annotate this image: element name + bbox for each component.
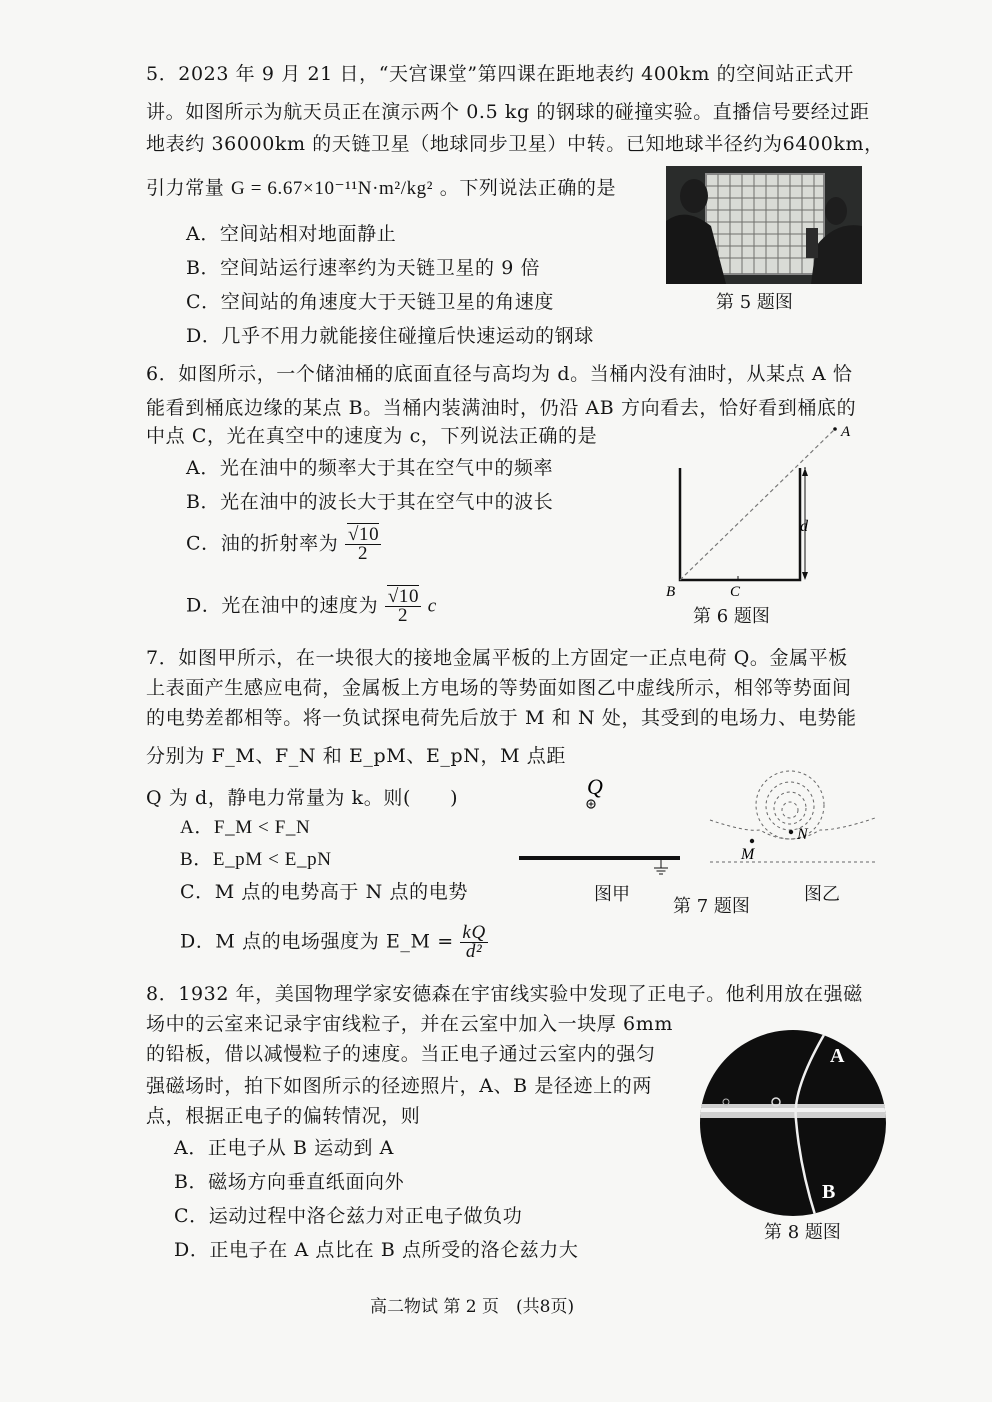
q6-option-c-label: C．油的折射率为 — [186, 532, 339, 555]
q5-g-value: G = 6.67×10⁻¹¹N·m²/kg² — [231, 178, 434, 199]
q6-option-c — [186, 526, 381, 563]
q6-oil-barrel-diagram — [660, 420, 860, 604]
q5-astronaut-photo — [666, 166, 862, 284]
q6-option-d-label: D．光在油中的速度为 — [186, 594, 379, 617]
q7-line-4: 分别为 F_M、F_N 和 E_pM、E_pN，M 点距 — [146, 745, 567, 767]
equipotential-lines — [710, 771, 875, 862]
q7-line-5: Q 为 d，静电力常量为 k。则( ) — [146, 787, 459, 809]
q7-figure-yi — [705, 768, 880, 870]
label-b: B — [822, 1181, 836, 1203]
q6-c-denominator: 2 — [358, 543, 369, 564]
q7-caption-left: 图甲 — [594, 884, 630, 905]
sight-line-ab — [680, 430, 834, 580]
q5-g-suffix: 。下列说法正确的是 — [439, 177, 617, 199]
label-c: C — [730, 584, 741, 600]
q7-d-numerator: kQ — [462, 922, 486, 943]
label-m: M — [741, 846, 755, 863]
q8-caption: 第 8 题图 — [764, 1222, 841, 1243]
q5-g-prefix: 引力常量 — [146, 177, 225, 199]
q8-option-d: D．正电子在 A 点比在 B 点所受的洛仑兹力大 — [174, 1239, 579, 1261]
q7-d-denominator: d² — [465, 941, 483, 962]
q7-figure-jia — [515, 770, 690, 880]
q6-d-denominator: 2 — [397, 605, 409, 626]
q6-c-numerator: √10 — [347, 524, 380, 545]
q6-line-2: 能看到桶底边缘的某点 B。当桶内装满油时，仍沿 AB 方向看去，恰好看到桶底的 — [146, 397, 857, 419]
q8-line-3: 的铅板，借以减慢粒子的速度。当正电子通过云室内的强匀 — [146, 1043, 656, 1065]
label-a: A — [830, 1045, 845, 1067]
q7-option-d-label: D．M 点的电场强度为 E_M = — [180, 930, 454, 953]
q7-option-a: A．F_M < F_N — [180, 817, 311, 838]
q7-caption-right: 图乙 — [804, 884, 840, 905]
point-n-dot — [789, 830, 793, 834]
q7-option-d-fraction — [460, 924, 487, 961]
point-a-dot — [833, 427, 837, 431]
q8-option-a: A．正电子从 B 运动到 A — [174, 1137, 394, 1159]
q5-option-d: D．几乎不用力就能接住碰撞后快速运动的钢球 — [186, 325, 594, 347]
page-footer: 高二物试 第 2 页 (共8页) — [370, 1297, 575, 1317]
q5-caption: 第 5 题图 — [716, 292, 793, 313]
label-b: B — [666, 584, 676, 600]
q6-option-b: B．光在油中的波长大于其在空气中的波长 — [186, 491, 554, 513]
q5-line-4 — [146, 176, 616, 201]
q5-line-3: 地表约 36000km 的天链卫星（地球同步卫星）中转。已知地球半径约为6400km， — [146, 133, 884, 155]
label-q: Q — [587, 774, 603, 799]
q8-line-1: 8．1932 年，美国物理学家安德森在宇宙线实验中发现了正电子。他利用放在强磁 — [146, 983, 863, 1005]
q7-line-2: 上表面产生感应电荷，金属板上方电场的等势面如图乙中虚线所示，相邻等势面间 — [146, 677, 852, 699]
q7-option-d — [180, 924, 488, 961]
q8-cloud-chamber-photo — [698, 1028, 888, 1218]
q6-option-c-fraction — [345, 526, 381, 563]
q7-option-c: C．M 点的电势高于 N 点的电势 — [180, 881, 468, 903]
q6-line-1: 6．如图所示，一个储油桶的底面直径与高均为 d。当桶内没有油时，从某点 A 恰 — [146, 363, 853, 385]
q7-option-b: B．E_pM < E_pN — [180, 849, 332, 870]
q6-option-a: A．光在油中的频率大于其在空气中的频率 — [186, 457, 554, 479]
q7-line-3: 的电势差都相等。将一负试探电荷先后放于 M 和 N 处，其受到的电场力、电势能 — [146, 707, 857, 729]
q5-option-c: C．空间站的角速度大于天链卫星的角速度 — [186, 291, 554, 313]
label-a: A — [841, 424, 851, 440]
q5-option-a: A．空间站相对地面静止 — [186, 223, 397, 245]
point-m-dot — [750, 839, 754, 843]
q5-line-1: 5．2023 年 9 月 21 日，“天宫课堂”第四课在距地表约 400km 的空间站正式开 — [146, 63, 854, 85]
q7-caption-mid: 第 7 题图 — [673, 896, 750, 917]
q8-line-2: 场中的云室来记录宇宙线粒子，并在云室中加入一块厚 6mm — [146, 1013, 673, 1035]
q6-option-d — [186, 588, 437, 625]
q5-line-2: 讲。如图所示为航天员正在演示两个 0.5 kg 的钢球的碰撞实验。直播信号要经过距 — [146, 101, 870, 123]
q8-line-4: 强磁场时，拍下如图所示的径迹照片，A、B 是径迹上的两 — [146, 1075, 652, 1097]
q5-option-b: B．空间站运行速率约为天链卫星的 9 倍 — [186, 257, 541, 279]
q6-d-numerator: √10 — [387, 586, 420, 607]
q6-line-3: 中点 C，光在真空中的速度为 c，下列说法正确的是 — [146, 425, 598, 447]
label-n: N — [797, 826, 808, 843]
q8-line-5: 点，根据正电子的偏转情况，则 — [146, 1105, 421, 1127]
q7-line-1: 7．如图甲所示，在一块很大的接地金属平板的上方固定一正点电荷 Q。金属平板 — [146, 647, 848, 669]
q6-caption: 第 6 题图 — [693, 606, 770, 627]
q8-option-b: B．磁场方向垂直纸面向外 — [174, 1171, 405, 1193]
q6-option-d-fraction — [385, 588, 421, 625]
q6-d-suffix: c — [427, 595, 437, 617]
q8-option-c: C．运动过程中洛仑兹力对正电子做负功 — [174, 1205, 523, 1227]
label-d: d — [800, 518, 808, 535]
